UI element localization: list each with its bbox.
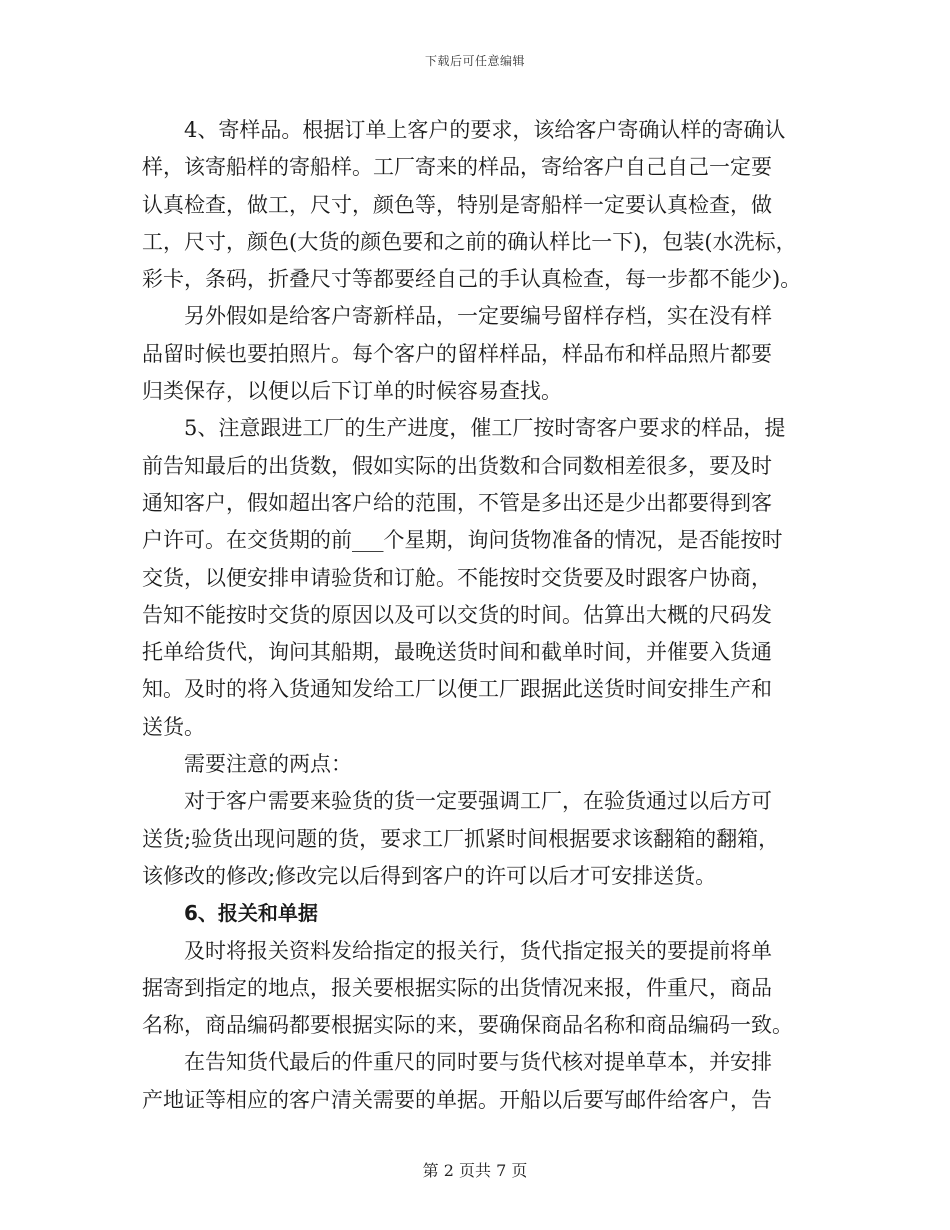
paragraph-line: 交货，以便安排申请验货和订舱。不能按时交货要及时跟客户协商， (142, 565, 772, 590)
paragraph-line: 户许可。在交货期的前___个星期，询问货物准备的情况，是否能按时 (142, 528, 783, 553)
paragraph-line: 送货。 (142, 714, 205, 739)
paragraph-line: 告知不能按时交货的原因以及可以交货的时间。估算出大概的尺码发 (142, 602, 772, 627)
paragraph-line: 产地证等相应的客户清关需要的单据。开船以后要写邮件给客户，告 (142, 1087, 772, 1112)
paragraph-line: 通知客户，假如超出客户给的范围，不管是多出还是少出都要得到客 (142, 490, 772, 515)
paragraph-line: 4、寄样品。根据订单上客户的要求，该给客户寄确认样的寄确认 (184, 118, 786, 142)
paragraph-line: 品留时候也要拍照片。每个客户的留样样品，样品布和样品照片都要 (142, 341, 772, 366)
paragraph-line: 需要注意的两点： (184, 752, 352, 777)
paragraph-line: 样，该寄船样的寄船样。工厂寄来的样品，寄给客户自己自己一定要 (142, 155, 772, 180)
paragraph-line: 送货;验货出现问题的货，要求工厂抓紧时间根据要求该翻箱的翻箱， (142, 826, 780, 851)
page-header: 下载后可任意编辑 (424, 54, 525, 68)
paragraph-line: 另外假如是给客户寄新样品，一定要编号留样存档，实在没有样 (184, 304, 772, 329)
paragraph-line: 对于客户需要来验货的货一定要强调工厂，在验货通过以后方可 (184, 789, 772, 814)
paragraph-line: 彩卡，条码，折叠尺寸等都要经自己的手认真检查，每一步都不能少)。 (142, 267, 802, 292)
paragraph-line: 托单给货代，询问其船期，最晚送货时间和截单时间，并催要入货通 (142, 640, 772, 665)
paragraph-line: 知。及时的将入货通知发给工厂以便工厂跟据此送货时间安排生产和 (142, 677, 772, 702)
paragraph-line: 该修改的修改;修改完以后得到客户的许可以后才可安排送货。 (142, 863, 717, 888)
paragraph-line: 工，尺寸，颜色(大货的颜色要和之前的确认样比一下)，包装(水洗标， (142, 229, 797, 254)
paragraph-line: 前告知最后的出货数，假如实际的出货数和合同数相差很多，要及时 (142, 453, 772, 478)
paragraph-line: 归类保存，以便以后下订单的时候容易查找。 (142, 379, 562, 404)
paragraph-line: 在告知货代最后的件重尺的同时要与货代核对提单草本，并安排 (184, 1050, 772, 1075)
document-body (142, 112, 812, 1119)
paragraph-line: 名称，商品编码都要根据实际的来，要确保商品名称和商品编码一致。 (142, 1013, 793, 1038)
paragraph-line: 据寄到指定的地点，报关要根据实际的出货情况来报，件重尺，商品 (142, 975, 772, 1000)
paragraph-line: 及时将报关资料发给指定的报关行，货代指定报关的要提前将单 (184, 938, 772, 963)
paragraph-line: 认真检查，做工，尺寸，颜色等，特别是寄船样一定要认真检查，做 (142, 192, 772, 217)
paragraph-line: 5、注意跟进工厂的生产进度，催工厂按时寄客户要求的样品，提 (184, 416, 786, 441)
page-footer: 第 2 页共 7 页 (422, 1161, 528, 1180)
section-heading: 6、报关和单据 (184, 901, 318, 926)
